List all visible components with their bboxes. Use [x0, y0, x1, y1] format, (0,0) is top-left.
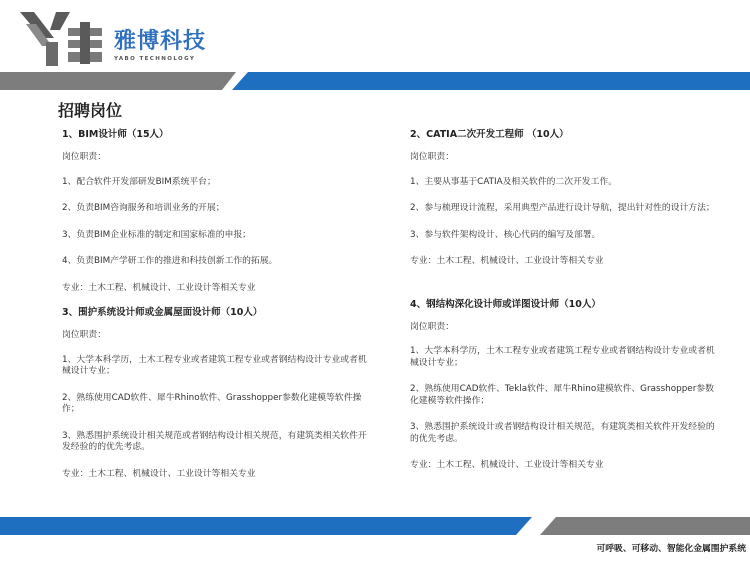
job-major: 专业：土木工程、机械设计、工业设计等相关专业 [62, 282, 256, 293]
job-title: 3、围护系统设计师或金属屋面设计师（10人） [62, 307, 263, 318]
job-line: 1、配合软件开发部研发BIM系统平台； [62, 176, 216, 187]
job-major: 专业：土木工程、机械设计、工业设计等相关专业 [410, 256, 604, 266]
header-band [0, 72, 750, 90]
job-line: 岗位职责： [410, 321, 454, 332]
job-line: 岗位职责： [410, 152, 454, 162]
footer-tagline: 可呼吸、可移动、智能化金属围护系统 [596, 544, 746, 554]
job-line: 3、熟悉围护系统设计或者钢结构设计相关规范，有建筑类相关软件开发经验的的优先考虑。 [410, 422, 715, 444]
job-title: 2、CATIA二次开发工程师 （10人） [410, 129, 569, 140]
job-line: 岗位职责： [62, 330, 106, 340]
job-section-envelope [62, 306, 372, 480]
job-major: 专业：土木工程、机械设计、工业设计等相关专业 [62, 468, 256, 479]
job-line: 3、参与软件架构设计、核心代码的编写及部署。 [410, 229, 601, 240]
brand [114, 30, 206, 62]
job-line: 3、负责BIM企业标准的制定和国家标准的申报； [62, 229, 251, 240]
yabo-logo-icon [20, 8, 106, 68]
job-line: 3、熟悉围护系统设计相关规范或者钢结构设计相关规范，有建筑类相关软件开发经验的的优先考虑。 [62, 430, 367, 452]
job-section-catia [410, 128, 715, 268]
job-line: 1、大学本科学历，土木工程专业或者建筑工程专业或者钢结构设计专业或者机械设计专业； [62, 354, 367, 376]
job-line: 2、负责BIM咨询服务和培训业务的开展； [62, 203, 225, 213]
job-line: 4、负责BIM产学研工作的推进和科技创新工作的拓展。 [62, 256, 278, 266]
brand-name: 雅博科技 [114, 29, 207, 54]
job-title: 1、BIM设计师（15人） [62, 129, 169, 140]
page-title: 招聘岗位 [58, 101, 123, 120]
job-line: 2、熟练使用CAD软件、犀牛Rhino软件、Grasshopper参数化建模等软件操作； [62, 392, 362, 414]
job-title: 4、钢结构深化设计师或详图设计师（10人） [410, 298, 601, 310]
left-column [62, 128, 372, 495]
job-line: 1、大学本科学历，土木工程专业或者建筑工程专业或者钢结构设计专业或者机械设计专业； [410, 346, 715, 368]
job-line: 岗位职责： [62, 152, 106, 162]
job-major: 专业：土木工程、机械设计、工业设计等相关专业 [410, 460, 604, 470]
footer-band [0, 517, 750, 535]
job-line: 2、熟练使用CAD软件、Tekla软件、犀牛Rhino建模软件、Grasshopper参数化建模等软件操作； [410, 384, 714, 406]
right-column [410, 128, 715, 487]
job-line: 1、主要从事基于CATIA及相关软件的二次开发工作。 [410, 176, 617, 187]
brand-name-en: YABO TECHNOLOGY [114, 56, 196, 62]
job-section-bim [62, 128, 372, 294]
job-section-steel [410, 298, 715, 472]
job-line: 2、参与梳理设计流程，采用典型产品进行设计导航，提出针对性的设计方法； [410, 203, 715, 213]
